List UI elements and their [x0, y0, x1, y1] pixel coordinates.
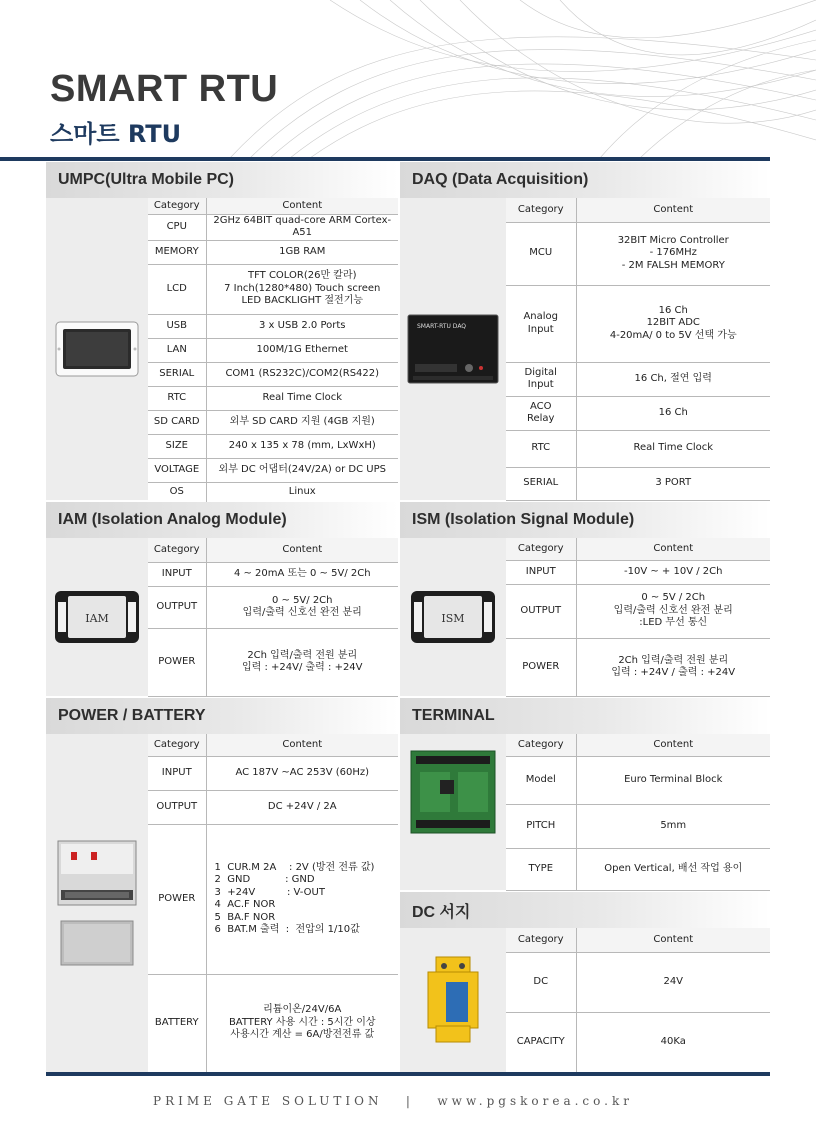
row-category: DC: [506, 952, 576, 1012]
ism-module-label: ISM: [441, 612, 465, 625]
table-row: [148, 458, 398, 482]
row-category: BATTERY: [148, 974, 206, 1072]
row-category: SERIAL: [506, 467, 576, 500]
row-content: 16 Ch 12BIT ADC 4-20mA/ 0 to 5V 선택 가능: [576, 285, 770, 362]
footer-separator: |: [405, 1094, 414, 1108]
table-row: [148, 214, 398, 240]
page-subtitle: 스마트 RTU: [50, 120, 182, 148]
header-content: Content: [206, 198, 398, 214]
row-category: INPUT: [148, 562, 206, 586]
row-content: Real Time Clock: [576, 430, 770, 467]
daq-image: [400, 198, 506, 500]
row-content: 4 ~ 20mA 또는 0 ~ 5V/ 2Ch: [206, 562, 398, 586]
row-content: 40Ka: [576, 1012, 770, 1072]
table-row: [506, 804, 770, 848]
table-row: [506, 638, 770, 696]
footer: [0, 1094, 786, 1108]
table-row: [506, 362, 770, 396]
row-content: TFT COLOR(26만 칼라) 7 Inch(1280*480) Touch screen LED BACKLIGHT 절전기능: [206, 264, 398, 314]
section-header-iam: IAM (Isolation Analog Module): [46, 502, 398, 538]
row-content: 24V: [576, 952, 770, 1012]
header-category: Category: [506, 928, 576, 952]
table-row: [506, 222, 770, 285]
row-category: SERIAL: [148, 362, 206, 386]
footer-company: PRIME GATE SOLUTION: [153, 1094, 383, 1108]
section-iam: [46, 538, 398, 696]
row-content: Linux: [206, 482, 398, 502]
section-umpc: [46, 198, 398, 500]
row-content: 3 PORT: [576, 467, 770, 500]
row-category: USB: [148, 314, 206, 338]
table-row: [506, 756, 770, 804]
row-category: INPUT: [506, 560, 576, 584]
row-category: SIZE: [148, 434, 206, 458]
row-category: CAPACITY: [506, 1012, 576, 1072]
row-category: MCU: [506, 222, 576, 285]
table-row: [148, 756, 398, 790]
row-category: POWER: [148, 824, 206, 974]
row-content: Open Vertical, 배선 작업 용이: [576, 848, 770, 890]
row-content: Real Time Clock: [206, 386, 398, 410]
row-content: 240 x 135 x 78 (mm, LxWxH): [206, 434, 398, 458]
table-row: [148, 562, 398, 586]
table-row: [148, 482, 398, 502]
table-row: [148, 628, 398, 696]
row-content: 1 CUR.M 2A : 2V (방전 전류 값) 2 GND : GND 3 +24V : V-OUT 4 AC.F NOR 5 BA.F NOR 6 BAT.M 출력 : 전압의 1/10값: [206, 824, 398, 974]
row-category: RTC: [506, 430, 576, 467]
bottom-divider: [46, 1072, 770, 1076]
power-spec-table: [148, 734, 398, 1073]
row-content: DC +24V / 2A: [206, 790, 398, 824]
section-header-power: POWER / BATTERY: [46, 698, 398, 734]
table-row: [148, 586, 398, 628]
dc-surge-spec-table: [506, 928, 770, 1073]
header-content: Content: [576, 734, 770, 756]
dc-surge-image: [400, 928, 506, 1072]
row-category: POWER: [506, 638, 576, 696]
row-category: Analog Input: [506, 285, 576, 362]
iam-image: [46, 538, 148, 696]
row-content: 2GHz 64BIT quad-core ARM Cortex-A51: [206, 214, 398, 240]
header-content: Content: [206, 538, 398, 562]
iam-spec-table: [148, 538, 398, 697]
table-row: [148, 338, 398, 362]
table-row: [506, 560, 770, 584]
row-content: 2Ch 입력/출력 전원 분리 입력 : +24V/ 출력 : +24V: [206, 628, 398, 696]
row-content: 32BIT Micro Controller - 176MHz - 2M FALSH MEMORY: [576, 222, 770, 285]
table-row: [148, 314, 398, 338]
header-content: Content: [576, 538, 770, 560]
umpc-image: [46, 198, 148, 500]
row-category: VOLTAGE: [148, 458, 206, 482]
row-category: Digital Input: [506, 362, 576, 396]
row-content: 1GB RAM: [206, 240, 398, 264]
table-row: [506, 285, 770, 362]
header-content: Content: [576, 198, 770, 222]
row-content: -10V ~ + 10V / 2Ch: [576, 560, 770, 584]
table-row: [506, 467, 770, 500]
row-category: POWER: [148, 628, 206, 696]
power-supply-icon: [57, 840, 137, 906]
daq-device-icon: [407, 314, 499, 384]
row-category: INPUT: [148, 756, 206, 790]
row-category: ACO Relay: [506, 396, 576, 430]
section-ism: [400, 538, 770, 696]
iam-module-label: IAM: [85, 612, 109, 625]
row-content: 외부 DC 어댑터(24V/2A) or DC UPS: [206, 458, 398, 482]
row-category: CPU: [148, 214, 206, 240]
table-row: [148, 264, 398, 314]
row-content: 16 Ch, 절연 입력: [576, 362, 770, 396]
header-category: Category: [148, 198, 206, 214]
row-content: COM1 (RS232C)/COM2(RS422): [206, 362, 398, 386]
battery-icon: [60, 920, 134, 966]
row-category: OUTPUT: [148, 790, 206, 824]
section-header-daq: DAQ (Data Acquisition): [400, 162, 770, 198]
row-content: 0 ~ 5V / 2Ch 입력/출력 신호선 완전 분리 :LED 무선 통신: [576, 584, 770, 638]
row-category: OUTPUT: [506, 584, 576, 638]
table-row: [148, 434, 398, 458]
header-category: Category: [148, 538, 206, 562]
header-category: Category: [148, 734, 206, 756]
daq-device-label: SMART-RTU DAQ: [417, 323, 467, 330]
iam-module-icon: [54, 590, 140, 644]
row-content: 3 x USB 2.0 Ports: [206, 314, 398, 338]
hero-banner: [0, 0, 816, 158]
section-header-ism: ISM (Isolation Signal Module): [400, 502, 770, 538]
row-category: RTC: [148, 386, 206, 410]
row-content: 0 ~ 5V/ 2Ch 입력/출력 신호선 완전 분리: [206, 586, 398, 628]
row-content: 리튬이온/24V/6A BATTERY 사용 시간 : 5시간 이상 사용시간 계산 = 6A/방전전류 값: [206, 974, 398, 1072]
table-row: [148, 386, 398, 410]
row-category: TYPE: [506, 848, 576, 890]
ism-image: [400, 538, 506, 696]
header-content: Content: [206, 734, 398, 756]
row-category: SD CARD: [148, 410, 206, 434]
page-title: SMART RTU: [50, 68, 279, 110]
row-content: AC 187V ~AC 253V (60Hz): [206, 756, 398, 790]
row-content: 외부 SD CARD 지원 (4GB 지원): [206, 410, 398, 434]
umpc-device-icon: [55, 321, 139, 377]
section-header-terminal: TERMINAL: [400, 698, 770, 734]
section-daq: [400, 198, 770, 500]
row-category: LCD: [148, 264, 206, 314]
row-category: OS: [148, 482, 206, 502]
table-row: [506, 952, 770, 1012]
row-category: Model: [506, 756, 576, 804]
header-category: Category: [506, 734, 576, 756]
row-category: LAN: [148, 338, 206, 362]
table-row: [506, 848, 770, 890]
top-divider: [0, 157, 770, 161]
row-content: 5mm: [576, 804, 770, 848]
header-category: Category: [506, 538, 576, 560]
table-row: [148, 240, 398, 264]
table-row: [148, 974, 398, 1072]
section-power: [46, 734, 398, 1072]
table-row: [506, 1012, 770, 1072]
ism-module-icon: [410, 590, 496, 644]
table-row: [148, 410, 398, 434]
header-category: Category: [506, 198, 576, 222]
terminal-board-icon: [410, 750, 496, 834]
row-content: 100M/1G Ethernet: [206, 338, 398, 362]
header-content: Content: [576, 928, 770, 952]
ism-spec-table: [506, 538, 770, 697]
section-terminal: [400, 734, 770, 890]
row-content: 16 Ch: [576, 396, 770, 430]
table-row: [148, 790, 398, 824]
terminal-spec-table: [506, 734, 770, 891]
row-category: PITCH: [506, 804, 576, 848]
section-header-dc-surge: DC 서지: [400, 892, 770, 928]
footer-website[interactable]: www.pgskorea.co.kr: [437, 1094, 633, 1108]
row-category: OUTPUT: [148, 586, 206, 628]
row-category: MEMORY: [148, 240, 206, 264]
daq-spec-table: [506, 198, 770, 501]
power-image: [46, 734, 148, 1072]
table-row: [506, 396, 770, 430]
section-header-umpc: UMPC(Ultra Mobile PC): [46, 162, 398, 198]
umpc-spec-table: [148, 198, 398, 503]
row-content: 2Ch 입력/출력 전원 분리 입력 : +24V / 출력 : +24V: [576, 638, 770, 696]
row-content: Euro Terminal Block: [576, 756, 770, 804]
surge-protector-icon: [422, 956, 484, 1044]
table-row: [148, 824, 398, 974]
section-dc-surge: [400, 928, 770, 1072]
terminal-image: [400, 734, 506, 890]
table-row: [506, 584, 770, 638]
table-row: [148, 362, 398, 386]
table-row: [506, 430, 770, 467]
